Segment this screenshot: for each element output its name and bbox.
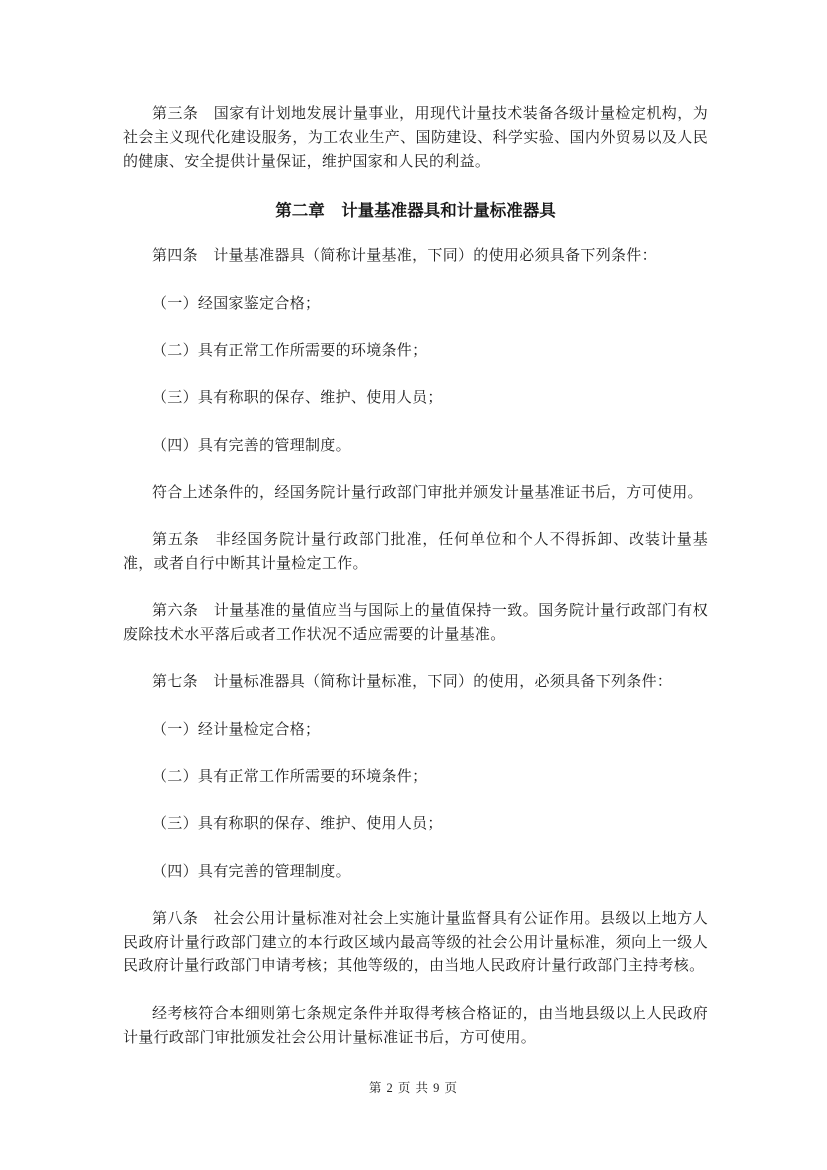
list-item-basis-4: （四）具有完善的管理制度。 [152,437,351,454]
list-item-basis-2: （二）具有正常工作所需要的环境条件； [152,342,428,359]
para-article-4: 第四条 计量基准器具（简称计量基准，下同）的使用必须具备下列条件： [152,248,657,265]
list-item-standard-1: （一）经计量检定合格； [152,721,321,738]
list-item-standard-2: （二）具有正常工作所需要的环境条件； [152,768,428,785]
page-number: 第 2 页 共 9 页 [368,1081,459,1095]
para-article-3: 第三条 国家有计划地发展计量事业，用现代计量技术装备各级计量检定机构，为社会主义现代化建设服务，为工农业生产、国防建设、科学实验、国内外贸易以及人民的健康、安全提供计量保证，维护国家和人民的利益。 [123,106,708,170]
list-item-basis-3: （三）具有称职的保存、维护、使用人员； [152,390,443,407]
list-item-basis-1: （一）经国家鉴定合格； [152,295,321,312]
para-basis-approval: 符合上述条件的，经国务院计量行政部门审批并颁发计量基准证书后，方可使用。 [152,484,703,501]
para-article-6: 第六条 计量基准的量值应当与国际上的量值保持一致。国务院计量行政部门有权废除技术水平落后或者工作状况不适应需要的计量基准。 [123,603,708,644]
list-item-standard-3: （三）具有称职的保存、维护、使用人员； [152,816,443,833]
para-article-8: 第八条 社会公用计量标准对社会上实施计量监督具有公证作用。县级以上地方人民政府计量行政部门建立的本行政区域内最高等级的社会公用计量标准，须向上一级人民政府计量行政部门申请考核；其他等级的，由当地人民政府计量行政部门主持考核。 [123,910,708,975]
document-body [123,103,708,1074]
para-article-7: 第七条 计量标准器具（简称计量标准，下同）的使用，必须具备下列条件： [152,674,673,691]
heading-chapter-2: 第二章 计量基准器具和计量标准器具 [275,201,556,220]
para-standard-approval: 经考核符合本细则第七条规定条件并取得考核合格证的，由当地县级以上人民政府计量行政部门审批颁发社会公用计量标准证书后，方可使用。 [123,1005,708,1046]
para-article-5: 第五条 非经国务院计量行政部门批准，任何单位和个人不得拆卸、改装计量基准，或者自行中断其计量检定工作。 [123,532,708,572]
list-item-standard-4: （四）具有完善的管理制度。 [152,863,351,880]
